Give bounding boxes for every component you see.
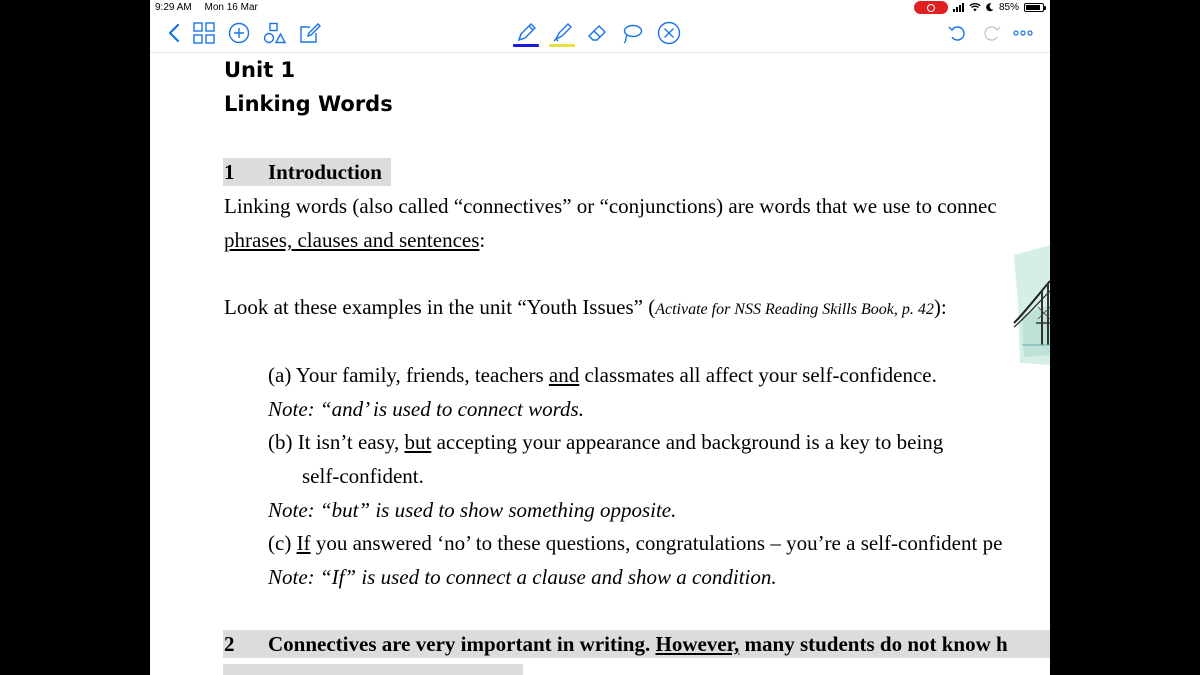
highlighter-icon[interactable]: [549, 20, 575, 46]
pen-color-indicator: [513, 44, 539, 47]
status-bar: [150, 0, 1050, 16]
section2-text: [268, 632, 1008, 657]
example-a-post: classmates all affect your self-confidence.: [579, 363, 937, 387]
example-a: [268, 363, 937, 388]
unit-title: Linking Words: [224, 92, 393, 116]
intro-paragraph-line1: Linking words (also called “connectives” or “conjunctions) are words that we use to connec: [224, 194, 997, 218]
more-icon[interactable]: [1012, 20, 1034, 46]
section2-number: 2: [224, 632, 235, 656]
ipad-screen: [150, 0, 1050, 675]
example-a-link-word: and: [548, 363, 580, 387]
example-c-pre: (c): [268, 531, 297, 555]
example-b-pre: (b) It isn’t easy,: [268, 430, 405, 454]
example-b-link-word: but: [404, 430, 432, 454]
unit-label: Unit 1: [224, 58, 296, 82]
battery-icon: [1024, 3, 1044, 12]
section2-link-word: However,: [655, 632, 740, 656]
edit-icon[interactable]: [298, 20, 322, 46]
bridge-clipart-image: [1012, 245, 1050, 365]
status-date: Mon 16 Mar: [204, 2, 258, 13]
shapes-icon[interactable]: [262, 20, 288, 46]
redo-icon[interactable]: [981, 20, 1003, 46]
example-a-pre: (a) Your family, friends, teachers: [268, 363, 549, 387]
section2-second-line-highlight: [223, 664, 523, 675]
wifi-icon: [969, 3, 981, 12]
example-c-note: Note: “If” is used to connect a clause and show a condition.: [268, 565, 777, 589]
grid-icon[interactable]: [192, 20, 216, 46]
pen-icon[interactable]: [513, 20, 539, 46]
intro-underlined-phrase: phrases, clauses and sentences: [224, 228, 480, 252]
highlighter-color-indicator: [549, 44, 575, 47]
battery-percent: 85%: [998, 2, 1019, 13]
example-c: [268, 531, 1002, 556]
section2-text-pre: Connectives are very important in writing.: [268, 632, 656, 656]
document-page[interactable]: [150, 52, 1050, 675]
look-source: Activate for NSS Reading Skills Book, p. 42: [655, 301, 934, 318]
intro-paragraph-line2: [224, 228, 485, 253]
lasso-icon[interactable]: [620, 20, 644, 46]
example-b-note: Note: “but” is used to show something opposite.: [268, 498, 677, 522]
eraser-icon[interactable]: [585, 20, 609, 46]
example-b-continuation: self-confident.: [302, 464, 424, 488]
look-line: [224, 295, 947, 320]
example-b-post: accepting your appearance and background is a key to being: [431, 430, 944, 454]
undo-icon[interactable]: [946, 20, 968, 46]
look-tail: ):: [933, 295, 947, 319]
back-icon[interactable]: [164, 20, 184, 46]
example-b: [268, 430, 943, 455]
intro-colon: :: [479, 228, 486, 252]
section1-title: Introduction: [268, 160, 382, 184]
section2-text-post: many students do not know h: [739, 632, 1008, 656]
example-c-link-word: If: [296, 531, 311, 555]
section1-number: 1: [224, 160, 235, 184]
status-time: 9:29 AM: [155, 2, 192, 13]
screen-recording-icon[interactable]: [914, 1, 948, 14]
example-c-post: you answered ‘no’ to these questions, congratulations – you’re a self-confident pe: [310, 531, 1003, 555]
cellular-signal-icon: [953, 3, 964, 12]
look-text: Look at these examples in the unit “Youth Issues” (: [224, 295, 656, 319]
close-circle-icon[interactable]: [656, 20, 682, 46]
moon-icon: [986, 3, 994, 12]
notes-toolbar: [150, 16, 1050, 53]
example-a-note: Note: “and’ is used to connect words.: [268, 397, 584, 421]
add-icon[interactable]: [227, 20, 251, 46]
